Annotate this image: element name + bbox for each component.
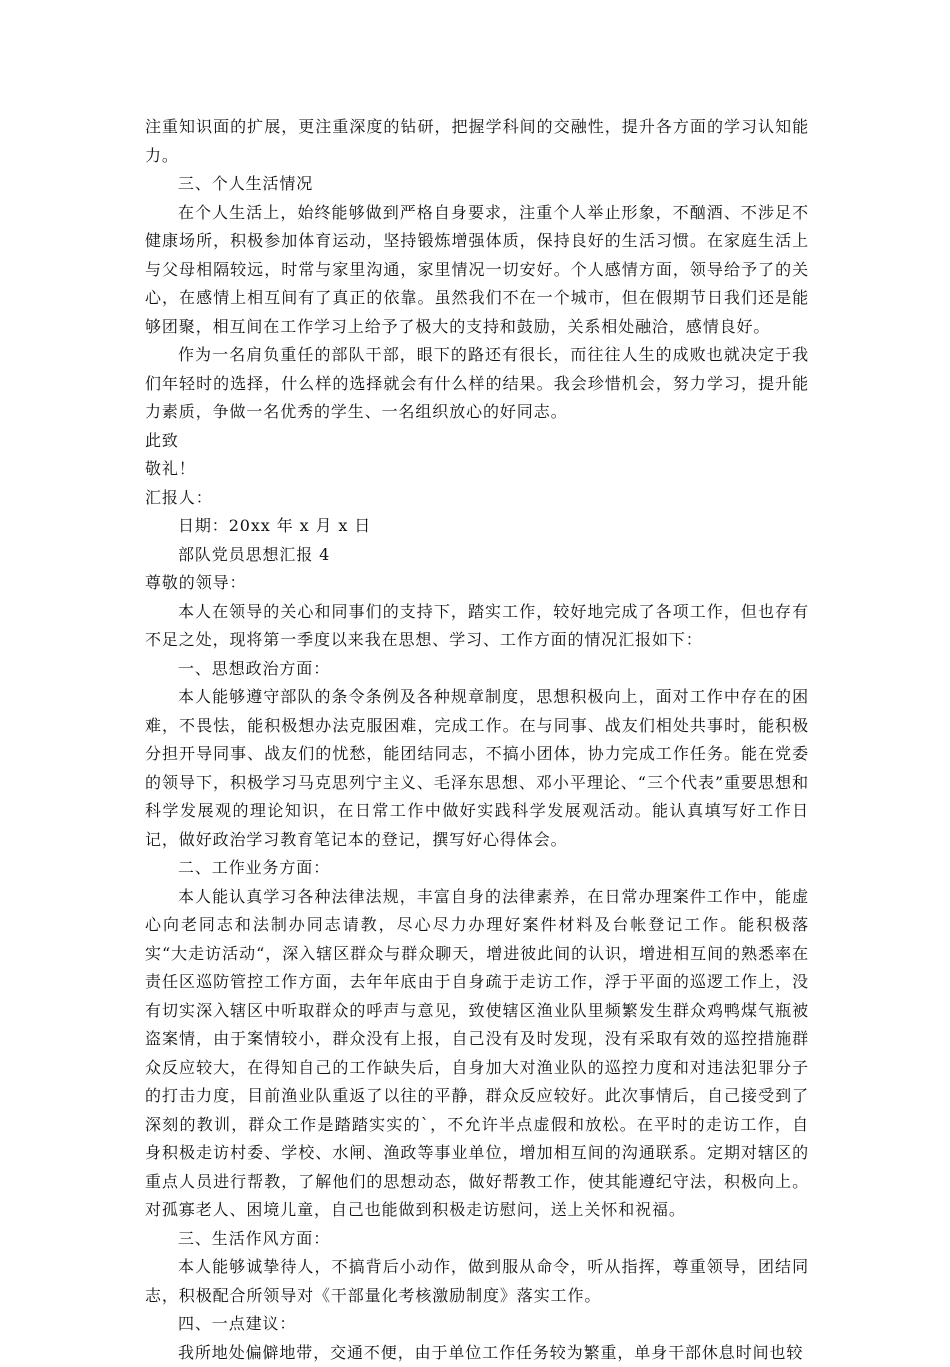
paragraph-intro: 本人在领导的关心和同事们的支持下，踏实工作，较好地完成了各项工作，但也存有不足之处，现将第一季度以来我在思想、学习、工作方面的情况汇报如下： [145, 598, 809, 655]
paragraph-work: 本人能认真学习各种法律法规，丰富自身的法律素养，在日常办理案件工作中，能虚心向老同志和法制办同志请教，尽心尽力办理好案件材料及台帐登记工作。能积极落实“大走访活动“，深入辖区群众与群众聊天，增进彼此间的认识，增进相互间的熟悉率在责任区巡防管控工作方面，去年年底由于自身疏于走访工作，浮于平面的巡逻工作上，没有切实深入辖区中听取群众的呼声与意见，致使辖区渔业队里频繁发生群众鸡鸭煤气瓶被盗案情，由于案情较小，群众没有上报，自己没有及时发现，没有采取有效的巡控措施群众反应较大，在得知自己的工作缺失后，自身加大对渔业队的巡控力度和对违法犯罪分子的打击力度，目前渔业队重返了以往的平静，群众反应较好。此次事情后，自己接受到了深刻的教训，群众工作是踏踏实实的`，不允许半点虚假和放松。在平时的走访工作，自身积极走访村委、学校、水闸、渔政等事业单位，增加相互间的沟通联系。定期对辖区的重点人员进行帮教，了解他们的思想动态，做好帮教工作，使其能遵纪守法，积极向上。对孤寡老人、困境儿童，自己也能做到积极走访慰问，送上关怀和祝福。 [145, 883, 809, 1225]
paragraph-continuation: 注重知识面的扩展，更注重深度的钻研，把握学科间的交融性，提升各方面的学习认知能力。 [145, 113, 809, 170]
section-heading-work: 二、工作业务方面： [145, 854, 809, 883]
paragraph-suggestion: 我所地处偏僻地带，交通不便，由于单位工作任务较为繁重，单身干部休息时间也较 [145, 1339, 809, 1367]
paragraph-personal-life: 在个人生活上，始终能够做到严格自身要求，注重个人举止形象，不酗酒、不涉足不健康场所，积极参加体育运动，坚持锻炼增强体质，保持良好的生活习惯。在家庭生活上与父母相隔较远，时常与家里沟通，家里情况一切安好。个人感情方面，领导给予了的关心，在感情上相互间有了真正的依靠。虽然我们不在一个城市，但在假期节日我们还是能够团聚，相互间在工作学习上给予了极大的支持和鼓励，关系相处融洽，感情良好。 [145, 199, 809, 342]
section-heading-conduct: 三、生活作风方面： [145, 1225, 809, 1254]
section-heading-personal-life: 三、个人生活情况 [145, 170, 809, 199]
document-body [145, 113, 809, 1367]
signoff-cizhi: 此致 [145, 427, 809, 456]
signoff-reporter: 汇报人： [145, 484, 809, 513]
document-title: 部队党员思想汇报 4 [145, 541, 809, 570]
section-heading-political: 一、思想政治方面： [145, 655, 809, 684]
paragraph-political: 本人能够遵守部队的条令条例及各种规章制度，思想积极向上，面对工作中存在的困难，不畏怯，能积极想办法克服困难，完成工作。在与同事、战友们相处共事时，能积极分担开导同事、战友们的忧愁，能团结同志，不搞小团体，协力完成工作任务。能在党委的领导下，积极学习马克思列宁主义、毛泽东思想、邓小平理论、“三个代表”重要思想和科学发展观的理论知识，在日常工作中做好实践科学发展观活动。能认真填写好工作日记，做好政治学习教育笔记本的登记，撰写好心得体会。 [145, 683, 809, 854]
paragraph-closing: 作为一名肩负重任的部队干部，眼下的路还有很长，而往往人生的成败也就决定于我们年轻时的选择，什么样的选择就会有什么样的结果。我会珍惜机会，努力学习，提升能力素质，争做一名优秀的学生、一名组织放心的好同志。 [145, 341, 809, 427]
section-heading-suggestion: 四、一点建议： [145, 1310, 809, 1339]
signoff-jingli: 敬礼！ [145, 455, 809, 484]
paragraph-conduct: 本人能够诚挚待人，不搞背后小动作，做到服从命令，听从指挥，尊重领导，团结同志，积极配合所领导对《干部量化考核激励制度》落实工作。 [145, 1253, 809, 1310]
salutation: 尊敬的领导： [145, 569, 809, 598]
report-date: 日期：20xx 年 x 月 x 日 [145, 512, 809, 541]
